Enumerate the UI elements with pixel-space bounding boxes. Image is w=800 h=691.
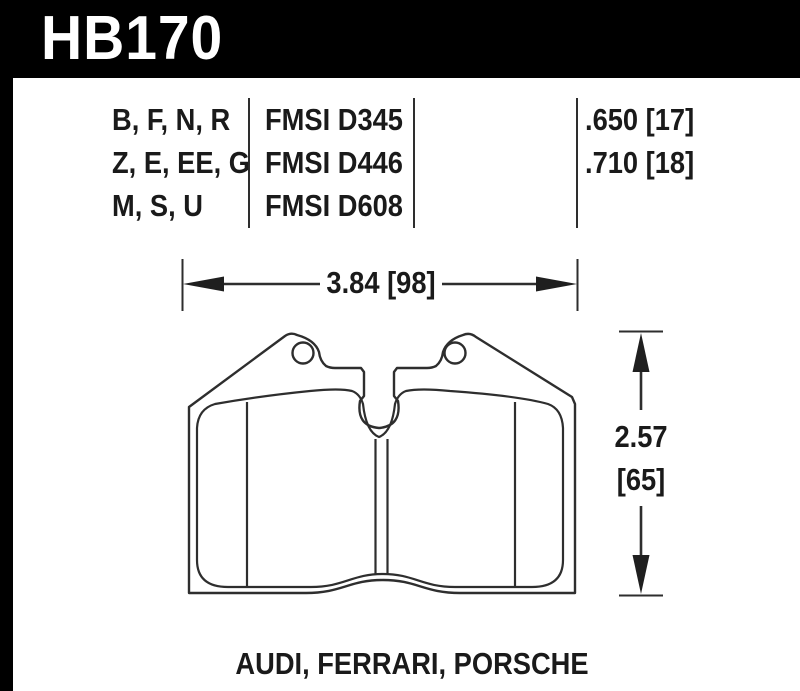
height-dimension-label-inches: 2.57 xyxy=(611,419,671,455)
thickness-row1: .650 [17] xyxy=(585,101,695,137)
compounds-row2: Z, E, EE, G xyxy=(112,144,250,180)
thickness-row2: .710 [18] xyxy=(585,144,695,180)
fmsi-row3: FMSI D608 xyxy=(265,188,403,224)
compounds-row1: B, F, N, R xyxy=(112,101,231,137)
friction-material-outline xyxy=(197,390,563,588)
arrowhead-up-icon xyxy=(633,333,650,372)
compounds-row3: M, S, U xyxy=(112,188,203,224)
width-dimension-label: 3.84 [98] xyxy=(323,265,439,301)
fmsi-row2: FMSI D446 xyxy=(265,144,403,180)
arrowhead-left-icon xyxy=(183,277,224,292)
fmsi-row1: FMSI D345 xyxy=(265,101,403,137)
height-dimension-label-mm: [65] xyxy=(613,462,669,498)
part-number: HB170 xyxy=(41,4,224,73)
arrowhead-down-icon xyxy=(633,555,650,594)
mounting-hole-left xyxy=(293,343,314,364)
applications-text: AUDI, FERRARI, PORSCHE xyxy=(235,646,589,681)
mounting-hole-right xyxy=(445,343,466,364)
arrowhead-right-icon xyxy=(536,277,577,292)
